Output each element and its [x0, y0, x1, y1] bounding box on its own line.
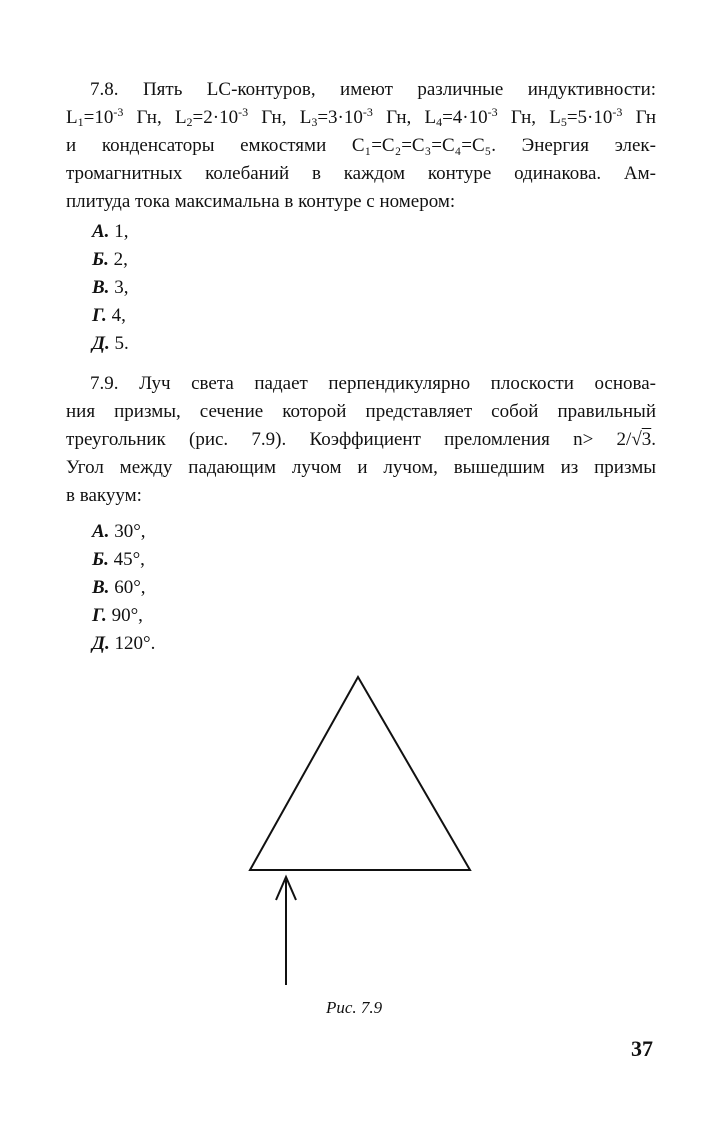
- problem-number: 7.9.: [90, 373, 119, 394]
- option-b: Б. 2,: [92, 249, 128, 270]
- capacitor-equality: C₁=C₂=C₃=C₄=C₅.: [351, 135, 497, 156]
- inductance-l2: $L_2=2\cdot 10^{-3}$ Гн,: [174, 105, 287, 129]
- sqrt-radicand: 3: [641, 429, 652, 450]
- option-d: Д. 5.: [92, 333, 129, 354]
- option-g: Г. 4,: [92, 305, 126, 326]
- problem-7-8-line-3: и конденсаторы емкостями C₁=C₂=C₃=C₄=C₅. Энергия элек-: [66, 135, 656, 156]
- problem-7-9-line-2: ния призмы, сечение которой представляет собой правильный: [66, 401, 656, 422]
- problem-number: 7.8.: [90, 79, 119, 100]
- problem-7-8-line-5: плитуда тока максимальна в контуре с номером:: [66, 191, 456, 212]
- problem-7-9-line-3: треугольник (рис. 7.9). Коэффициент преломления n> 2/√3.: [66, 429, 656, 450]
- problem-7-9-line-1: 7.9. Луч света падает перпендикулярно плоскости основа-: [90, 373, 657, 394]
- figure-caption: Рис. 7.9: [326, 998, 383, 1017]
- inductance-l5: $L_5=5\cdot 10^{-3}$ Гн: [549, 105, 657, 129]
- inductance-l1: $L_1=10^{-3}$ Гн,: [66, 105, 162, 129]
- problem-7-9-line-5: в вакуум:: [66, 485, 142, 506]
- option-g: Г. 90°,: [92, 605, 143, 626]
- page-number: 37: [631, 1036, 653, 1061]
- option-v: В. 60°,: [92, 577, 146, 598]
- problem-7-9-line-4: Угол между падающим лучом и лучом, вышедшим из призмы: [66, 457, 656, 478]
- problem-7-8-line-1: 7.8. Пять LC-контуров, имеют различные индуктивности:: [90, 79, 657, 100]
- option-b: Б. 45°,: [92, 549, 145, 570]
- option-a: А. 30°,: [92, 521, 146, 542]
- prism-triangle: [250, 677, 470, 870]
- inductance-l4: $L_4=4\cdot 10^{-3}$ Гн,: [424, 105, 537, 129]
- option-d: Д. 120°.: [92, 633, 156, 654]
- option-a: А. 1,: [92, 221, 129, 242]
- problem-7-8-line-4: тромагнитных колебаний в каждом контуре одинакова. Ам-: [66, 163, 656, 184]
- option-v: В. 3,: [92, 277, 129, 298]
- inductance-l3: $L_3=3\cdot 10^{-3}$ Гн,: [299, 105, 412, 129]
